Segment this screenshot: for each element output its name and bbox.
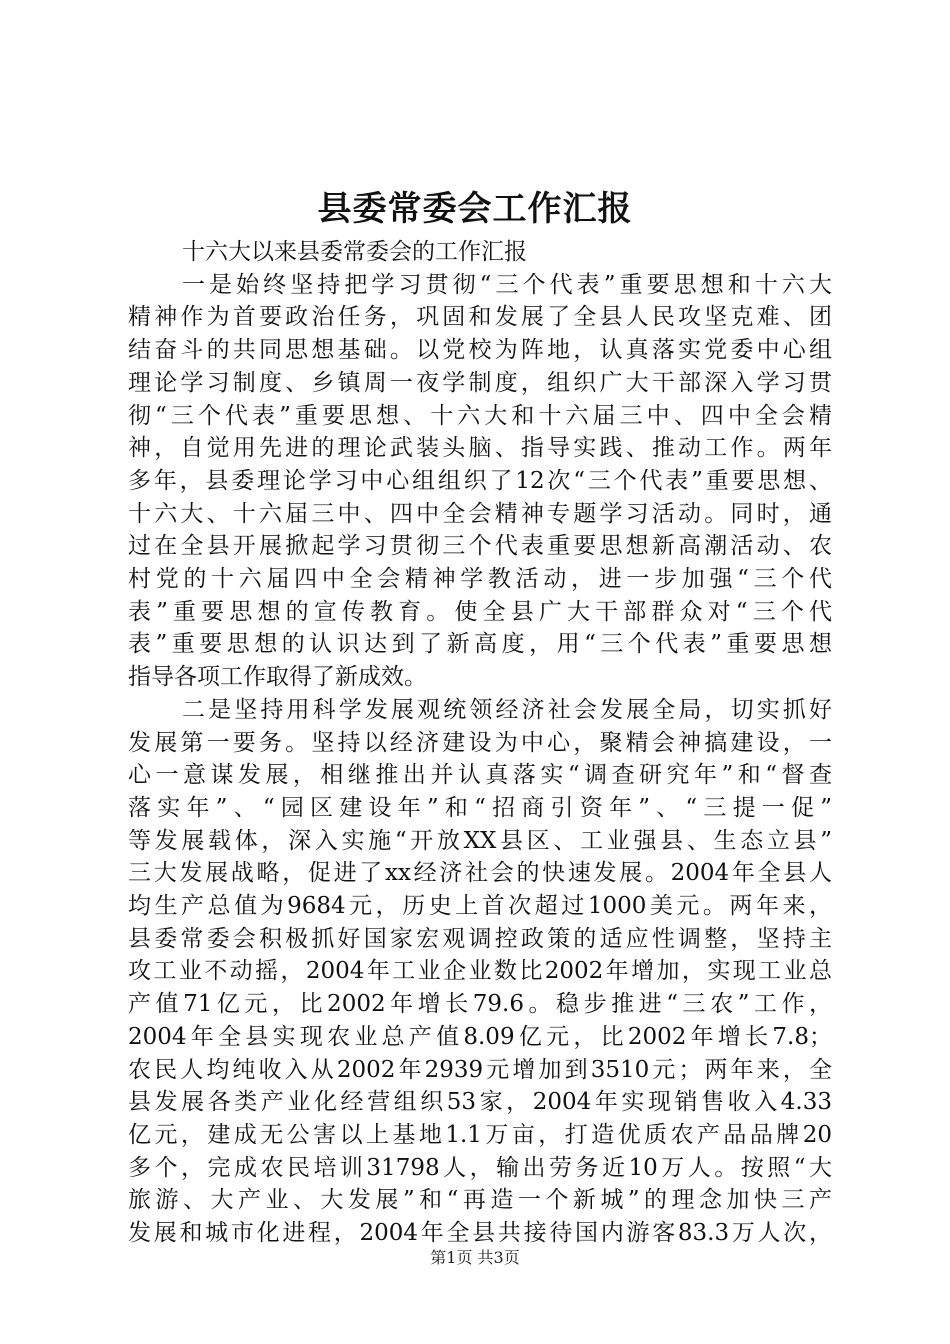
text-line: 十六大、十六届三中、四中全会精神专题学习活动。同时，通 [128, 500, 832, 527]
text-line: 表”重要思想的认识达到了新高度，用“三个代表”重要思想 [128, 631, 832, 658]
text-line: 结奋斗的共同思想基础。以党校为阵地，认真落实党委中心组 [128, 337, 832, 364]
text-line: 三大发展战略，促进了xx经济社会的快速发展。2004年全县人 [128, 860, 832, 887]
text-line: 神，自觉用先进的理论武装头脑、指导实践、推动工作。两年 [128, 435, 832, 462]
text-line: 落实年”、“园区建设年”和“招商引资年”、“三提一促” [128, 794, 832, 821]
page-footer: 第1页 共3页 [430, 1248, 520, 1267]
text-line: 2004年全县实现农业总产值8.09亿元，比2002年增长7.8； [128, 1023, 832, 1050]
text-line: 一是始终坚持把学习贯彻“三个代表”重要思想和十六大 [182, 271, 832, 298]
text-line: 均生产总值为9684元，历史上首次超过1000美元。两年来， [128, 893, 832, 920]
text-line: 过在全县开展掀起学习贯彻三个代表重要思想新高潮活动、农 [128, 533, 832, 560]
text-line: 旅游、大产业、大发展”和“再造一个新城”的理念加快三产 [128, 1187, 832, 1214]
text-line: 多个，完成农民培训31798人，输出劳务近10万人。按照“大 [128, 1154, 832, 1181]
text-line: 多年，县委理论学习中心组组织了12次“三个代表”重要思想、 [128, 467, 832, 494]
text-line: 村党的十六届四中全会精神学教活动，进一步加强“三个代 [128, 566, 832, 593]
text-line: 彻“三个代表”重要思想、十六大和十六届三中、四中全会精 [128, 402, 832, 429]
text-line: 发展第一要务。坚持以经济建设为中心，聚精会神搞建设，一 [128, 729, 832, 756]
text-line: 指导各项工作取得了新成效。 [128, 664, 427, 691]
document-body [128, 236, 832, 1250]
text-line: 农民人均纯收入从2002年2939元增加到3510元；两年来，全 [128, 1056, 832, 1083]
text-line: 等发展载体，深入实施“开放XX县区、工业强县、生态立县” [128, 827, 832, 854]
text-line: 攻工业不动摇，2004年工业企业数比2002年增加，实现工业总 [128, 958, 832, 985]
text-line: 理论学习制度、乡镇周一夜学制度，组织广大干部深入学习贯 [128, 369, 832, 396]
text-line: 产值71亿元，比2002年增长79.6。稳步推进“三农”工作， [128, 991, 832, 1018]
text-line: 精神作为首要政治任务，巩固和发展了全县人民攻坚克难、团 [128, 304, 832, 331]
text-line: 县委常委会积极抓好国家宏观调控政策的适应性调整，坚持主 [128, 925, 832, 952]
document-title: 县委常委会工作汇报 [317, 189, 633, 229]
text-line: 二是坚持用科学发展观统领经济社会发展全局，切实抓好 [182, 696, 832, 723]
text-line: 亿元，建成无公害以上基地1.1万亩，打造优质农产品品牌20 [128, 1121, 832, 1148]
text-line: 表”重要思想的宣传教育。使全县广大干部群众对“三个代 [128, 598, 832, 625]
text-line: 十六大以来县委常委会的工作汇报 [182, 239, 527, 265]
text-line: 心一意谋发展，相继推出并认真落实“调查研究年”和“督查 [128, 762, 832, 789]
text-line: 县发展各类产业化经营组织53家，2004年实现销售收入4.33 [128, 1089, 832, 1116]
text-line: 发展和城市化进程，2004年全县共接待国内游客83.3万人次， [128, 1220, 832, 1247]
